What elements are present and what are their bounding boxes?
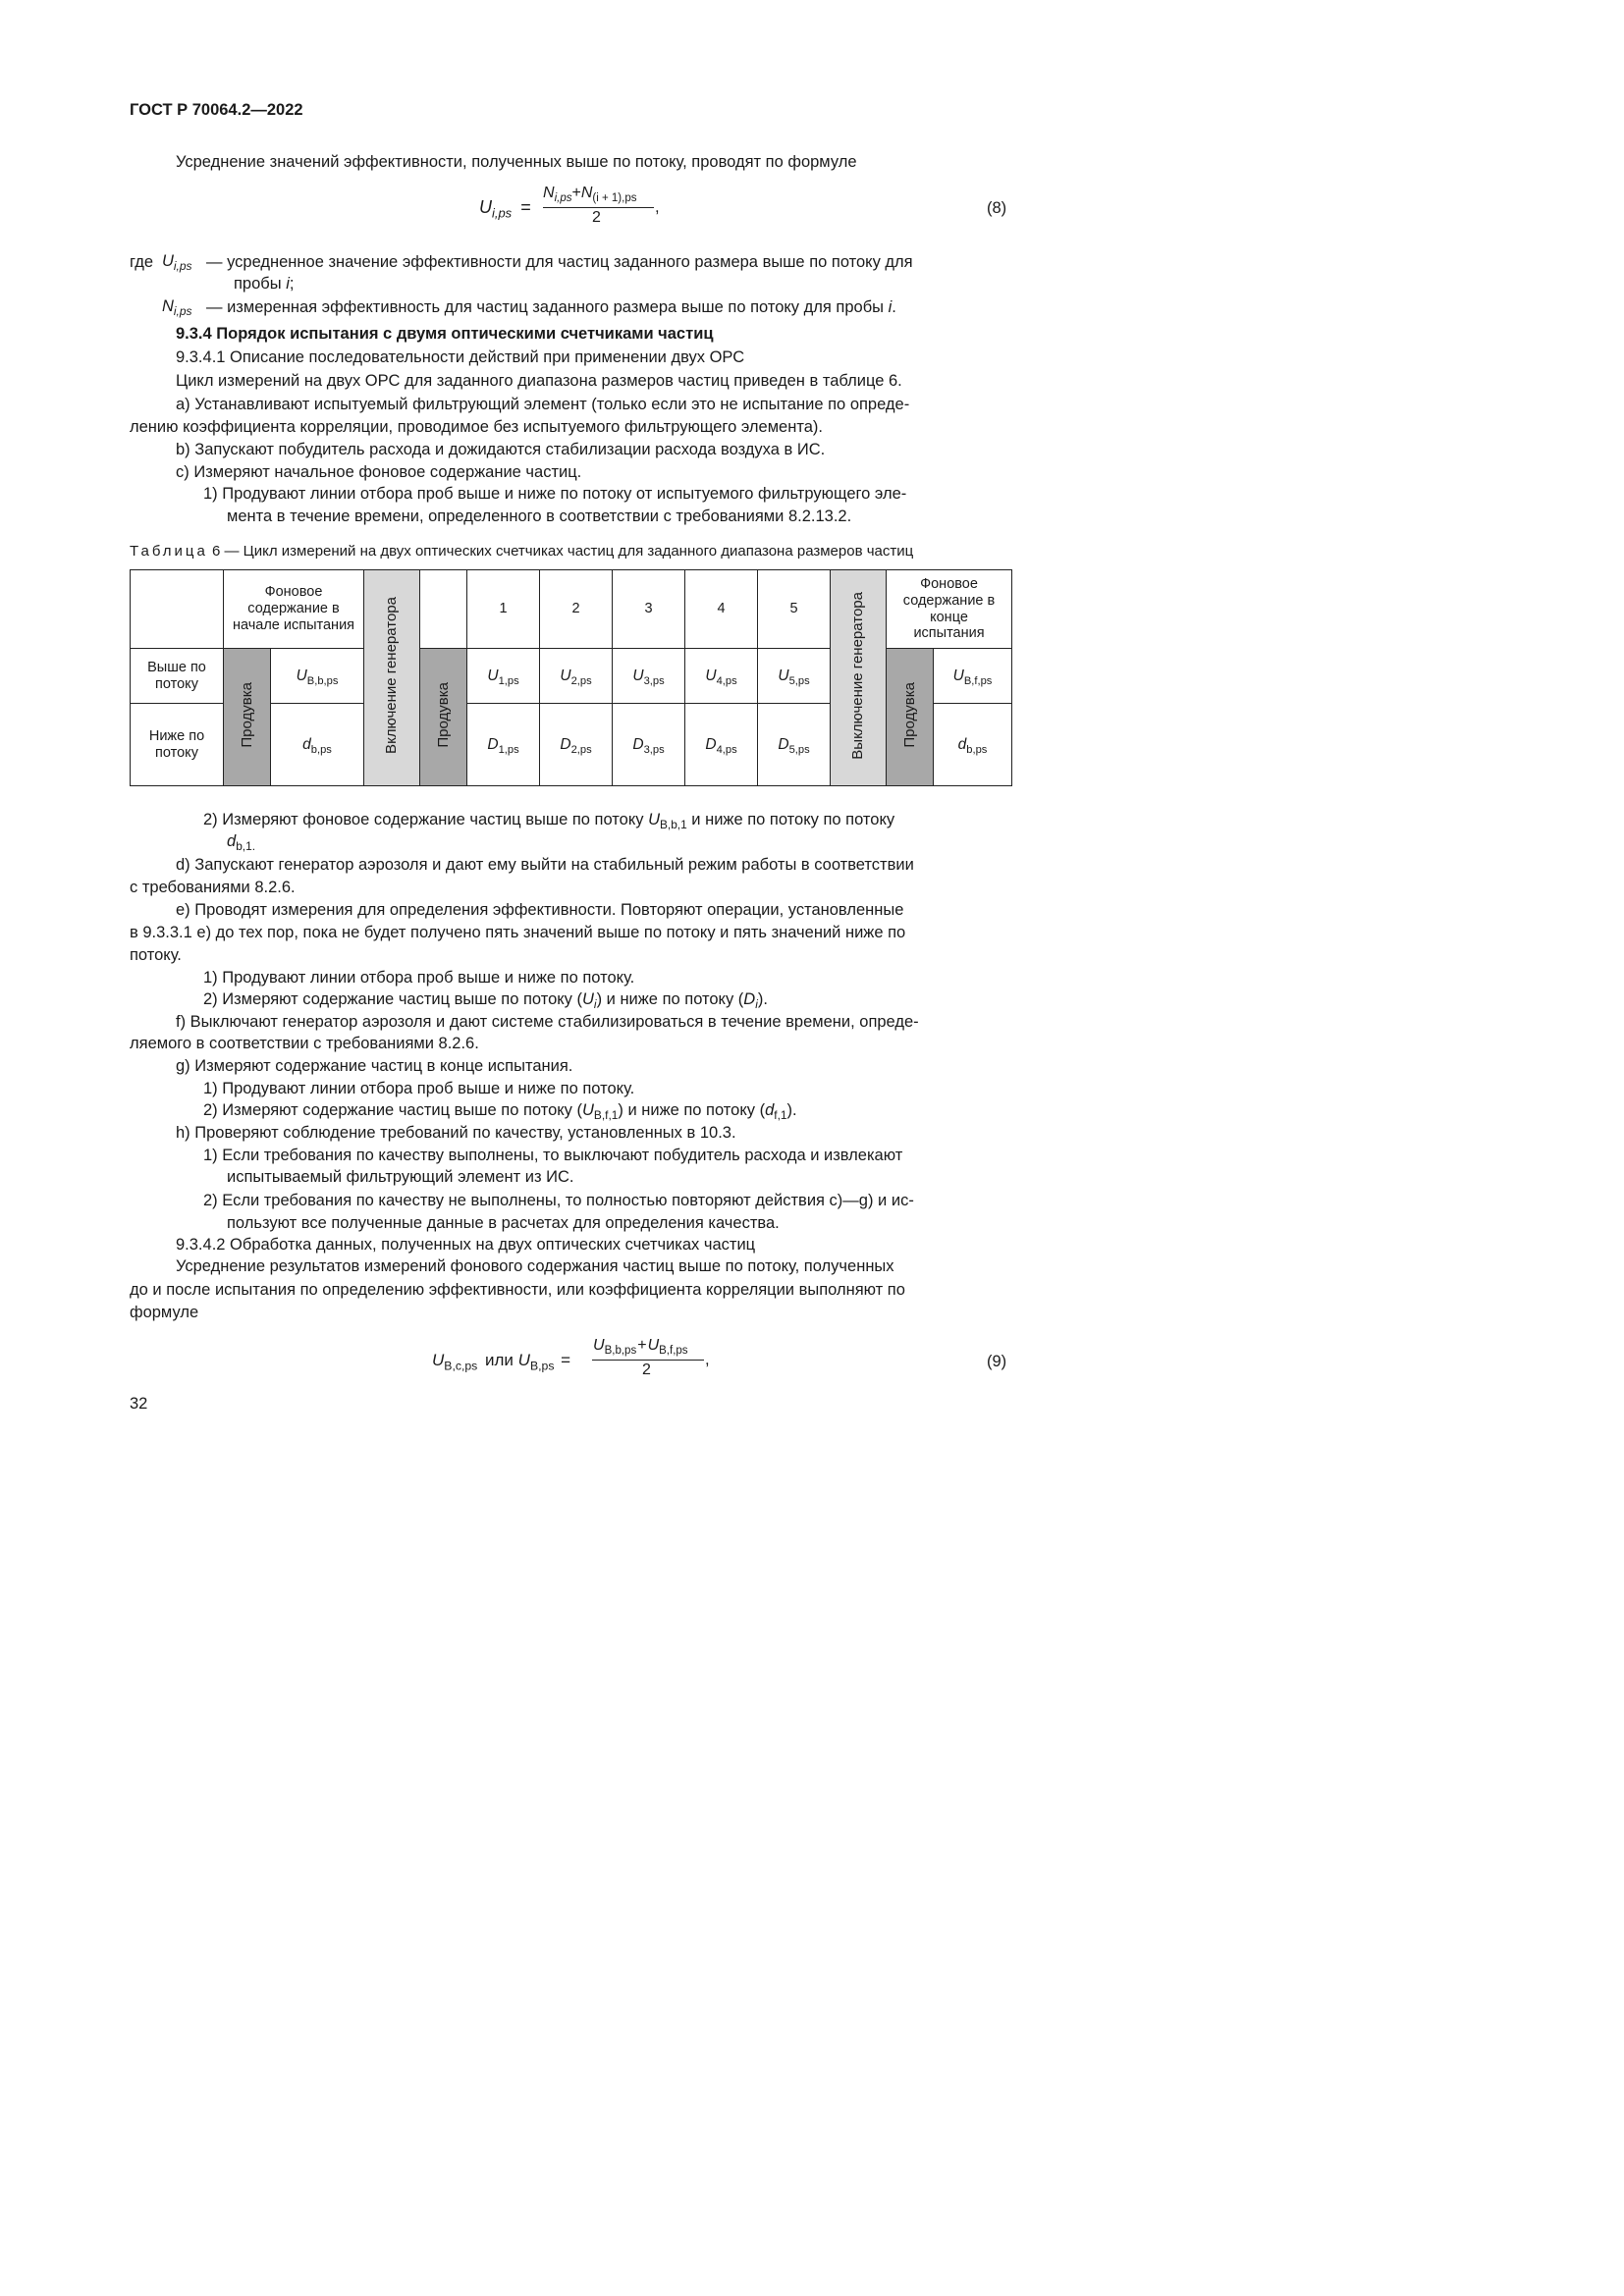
formula-8-numerator: $N_{i,ps}+N_{(i + 1),ps}$: [543, 185, 637, 205]
def1-symbol: $U_{i,ps}$: [162, 252, 192, 274]
bg-start-header: Фоновое содержание в начале испытания: [224, 570, 364, 649]
item-e-line2: в 9.3.3.1 е) до тех пор, пока не будет получено пять значений выше по потоку и пять значений ниже по: [130, 924, 906, 941]
cycle-num-3: 3: [613, 570, 685, 649]
formula-8-fraction-bar: [543, 207, 654, 208]
item-h2-line1: 2) Если требования по качеству не выполнены, то полностью повторяют действия с)—g) и ис-: [203, 1192, 914, 1209]
cell-u1: $U_{1,ps}$: [467, 649, 540, 704]
item-h1-line1: 1) Если требования по качеству выполнены, то выключают побудитель расхода и извлекают: [203, 1147, 903, 1164]
item-d-line2: с требованиями 8.2.6.: [130, 879, 296, 896]
cell-db-start: $d_{b,ps}$: [271, 704, 364, 786]
item-e-line3: потоку.: [130, 946, 182, 964]
cell-ub-f-ps: $U_{B,f,ps}$: [934, 649, 1012, 704]
blank-header-cell: [420, 570, 467, 649]
document-header: ГОСТ Р 70064.2—2022: [130, 101, 303, 119]
cycle-num-4: 4: [685, 570, 758, 649]
item-d-line1: d) Запускают генератор аэрозоля и дают ему выйти на стабильный режим работы в соответствии: [176, 856, 914, 874]
item-c2-line2: $d_{b,1.}$: [227, 832, 255, 854]
formula-9-numerator: $U_{B,b,ps}+U_{B,f,ps}$: [593, 1337, 688, 1358]
item-g1: 1) Продувают линии отбора проб выше и ниже по потоку.: [203, 1080, 635, 1097]
formula-8-number: (8): [987, 199, 1007, 217]
item-a-line1: а) Устанавливают испытуемый фильтрующий элемент (только если это не испытание по опреде-: [176, 396, 910, 413]
item-c1-line2: мента в течение времени, определенного в соответствии с требованиями 8.2.13.2.: [227, 507, 852, 525]
formula-8-lhs: $U_{i,ps}$ =: [479, 197, 531, 221]
where-label: где: [130, 253, 154, 271]
cell-d3: $D_{3,ps}$: [613, 704, 685, 786]
bg-end-header: Фоновое содержание в конце испытания: [887, 570, 1012, 649]
page-number: 32: [130, 1395, 148, 1413]
cell-d4: $D_{4,ps}$: [685, 704, 758, 786]
formula-9-lhs: $U_{B,c,ps}$ или $U_{B,ps}$ =: [432, 1351, 571, 1373]
cell-u4: $U_{4,ps}$: [685, 649, 758, 704]
purge-mid-cell: Продувка: [420, 649, 467, 786]
item-g2: 2) Измеряют содержание частиц выше по потоку $(U_{B,f,1})$ и ниже по потоку $(d_{f,1})$.: [203, 1101, 797, 1123]
formula-9-number: (9): [987, 1353, 1007, 1370]
cell-d5: $D_{5,ps}$: [758, 704, 831, 786]
generator-on-cell: Включение генератора: [364, 570, 420, 786]
cell-u5: $U_{5,ps}$: [758, 649, 831, 704]
purge-end-cell: Продувка: [887, 649, 934, 786]
item-h1-line2: испытываемый фильтрующий элемент из ИС.: [227, 1168, 574, 1186]
item-f-line1: f) Выключают генератор аэрозоля и дают системе стабилизироваться в течение времени, опреде-: [176, 1013, 919, 1031]
item-a-line2: лению коэффициента корреляции, проводимое без испытуемого фильтрующего элемента).: [130, 418, 823, 436]
cell-d2: $D_{2,ps}$: [540, 704, 613, 786]
cell-db-end: $d_{b,ps}$: [934, 704, 1012, 786]
def1-text-line2: пробы i;: [234, 275, 295, 293]
item-f-line2: ляемого в соответствии с требованиями 8.2.6.: [130, 1035, 479, 1052]
subsection-9342: 9.3.4.2 Обработка данных, полученных на двух оптических счетчиках частиц: [176, 1236, 756, 1254]
paragraph-intro: Усреднение значений эффективности, полученных выше по потоку, проводят по формуле: [176, 153, 857, 171]
formula-8-comma: ,: [655, 198, 660, 216]
item-e2: 2) Измеряют содержание частиц выше по потоку $(U_i)$ и ниже по потоку $(D_i)$.: [203, 990, 768, 1012]
para-avg-line3: формуле: [130, 1304, 199, 1321]
cycle-num-5: 5: [758, 570, 831, 649]
purge-start-cell: Продувка: [224, 649, 271, 786]
item-g: g) Измеряют содержание частиц в конце испытания.: [176, 1057, 573, 1075]
row-upstream-label: Выше по потоку: [131, 649, 224, 704]
formula-9-fraction-bar: [592, 1360, 704, 1361]
item-c: с) Измеряют начальное фоновое содержание частиц.: [176, 463, 582, 481]
item-h2-line2: пользуют все полученные данные в расчетах для определения качества.: [227, 1214, 780, 1232]
def2-text: — измеренная эффективность для частиц заданного размера выше по потоку для пробы i.: [206, 298, 896, 316]
cell-ub-b-ps: $U_{B,b,ps}$: [271, 649, 364, 704]
item-h: h) Проверяют соблюдение требований по качеству, установленных в 10.3.: [176, 1124, 736, 1142]
table-caption: Таблица 6 — Цикл измерений на двух оптических счетчиках частиц для заданного диапазона размеров частиц: [130, 543, 914, 560]
generator-off-cell: Выключение генератора: [831, 570, 887, 786]
row-downstream-label: Ниже по потоку: [131, 704, 224, 786]
item-e-line1: e) Проводят измерения для определения эффективности. Повторяют операции, установленные: [176, 901, 904, 919]
cycle-num-1: 1: [467, 570, 540, 649]
def1-text: — усредненное значение эффективности для частиц заданного размера выше по потоку для: [206, 253, 913, 271]
item-b: b) Запускают побудитель расхода и дожидаются стабилизации расхода воздуха в ИС.: [176, 441, 826, 458]
formula-9-comma: ,: [705, 1351, 710, 1368]
para-cycle: Цикл измерений на двух ОРС для заданного диапазона размеров частиц приведен в таблице 6.: [176, 372, 902, 390]
cell-u2: $U_{2,ps}$: [540, 649, 613, 704]
subsection-9341: 9.3.4.1 Описание последовательности действий при применении двух ОРС: [176, 348, 745, 366]
item-c1-line1: 1) Продувают линии отбора проб выше и ниже по потоку от испытуемого фильтрующего эле-: [203, 485, 907, 503]
para-avg-line1: Усреднение результатов измерений фонового содержания частиц выше по потоку, полученных: [176, 1257, 894, 1275]
para-avg-line2: до и после испытания по определению эффективности, или коэффициента корреляции выполняют по: [130, 1281, 905, 1299]
section-heading: 9.3.4 Порядок испытания с двумя оптическими счетчиками частиц: [176, 325, 714, 343]
item-c2-line1: 2) Измеряют фоновое содержание частиц выше по потоку $U_{B,b,1}$ и ниже по потоку по потоку: [203, 811, 895, 832]
item-e1: 1) Продувают линии отбора проб выше и ниже по потоку.: [203, 969, 635, 987]
def2-symbol: $N_{i,ps}$: [162, 297, 192, 319]
cycle-num-2: 2: [540, 570, 613, 649]
formula-8-denominator: 2: [592, 209, 601, 226]
formula-9-denominator: 2: [642, 1362, 651, 1378]
measurement-cycle-table: [130, 569, 1012, 786]
table-corner-cell: [131, 570, 224, 649]
cell-d1: $D_{1,ps}$: [467, 704, 540, 786]
cell-u3: $U_{3,ps}$: [613, 649, 685, 704]
